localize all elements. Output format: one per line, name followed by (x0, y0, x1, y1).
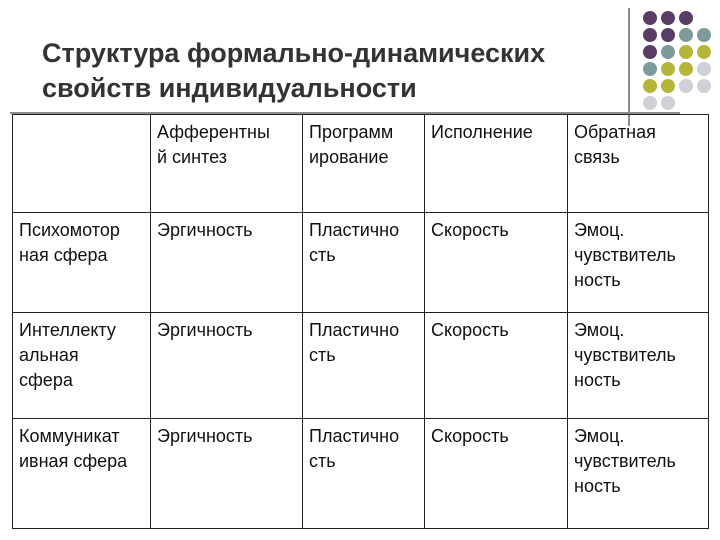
decorative-dot (661, 96, 675, 110)
table-cell: Эмоц. чувствитель ность (568, 419, 709, 529)
properties-table (12, 114, 709, 529)
decorative-dot (679, 11, 693, 25)
decorative-dot (679, 79, 693, 93)
decorative-dot (661, 62, 675, 76)
table-row (13, 419, 709, 529)
table-cell: Скорость (425, 419, 568, 529)
decorative-dot (661, 28, 675, 42)
table-row (13, 213, 709, 313)
decorative-dot (661, 11, 675, 25)
header-cell-afferent-synthesis: Афферентны й синтез (151, 115, 303, 213)
decorative-dot (697, 62, 711, 76)
decorative-dot-grid (0, 0, 720, 120)
table-cell: Эмоц. чувствитель ность (568, 313, 709, 419)
table-cell: Эмоц. чувствитель ность (568, 213, 709, 313)
table-cell: Эргичность (151, 213, 303, 313)
decorative-dot (643, 79, 657, 93)
header-cell-execution: Исполнение (425, 115, 568, 213)
slide-title: Структура формально-динамических свойств индивидуальности (42, 38, 546, 103)
decorative-dot (679, 28, 693, 42)
table-cell: Эргичность (151, 313, 303, 419)
decorative-dot (643, 96, 657, 110)
decorative-dot (643, 45, 657, 59)
row-label-intellectual: Интеллекту альная сфера (13, 313, 151, 419)
table-cell: Эргичность (151, 419, 303, 529)
decorative-dot (643, 62, 657, 76)
table-cell: Пластично сть (303, 313, 425, 419)
decorative-dot (661, 79, 675, 93)
table-cell: Скорость (425, 313, 568, 419)
table-cell: Пластично сть (303, 419, 425, 529)
header-cell-feedback: Обратная связь (568, 115, 709, 213)
row-label-communicative: Коммуникат ивная сфера (13, 419, 151, 529)
decorative-dot (643, 11, 657, 25)
table-header-row (13, 115, 709, 213)
decorative-dot (643, 28, 657, 42)
decorative-dot (661, 45, 675, 59)
table-cell: Пластично сть (303, 213, 425, 313)
header-cell-programming: Программ ирование (303, 115, 425, 213)
decorative-dot (697, 28, 711, 42)
decorative-dot (697, 45, 711, 59)
table-cell: Скорость (425, 213, 568, 313)
decorative-dot (697, 79, 711, 93)
table-row (13, 313, 709, 419)
decorative-dot (679, 62, 693, 76)
decorative-dot (679, 45, 693, 59)
row-label-psychomotor: Психомотор ная сфера (13, 213, 151, 313)
header-cell-empty (13, 115, 151, 213)
